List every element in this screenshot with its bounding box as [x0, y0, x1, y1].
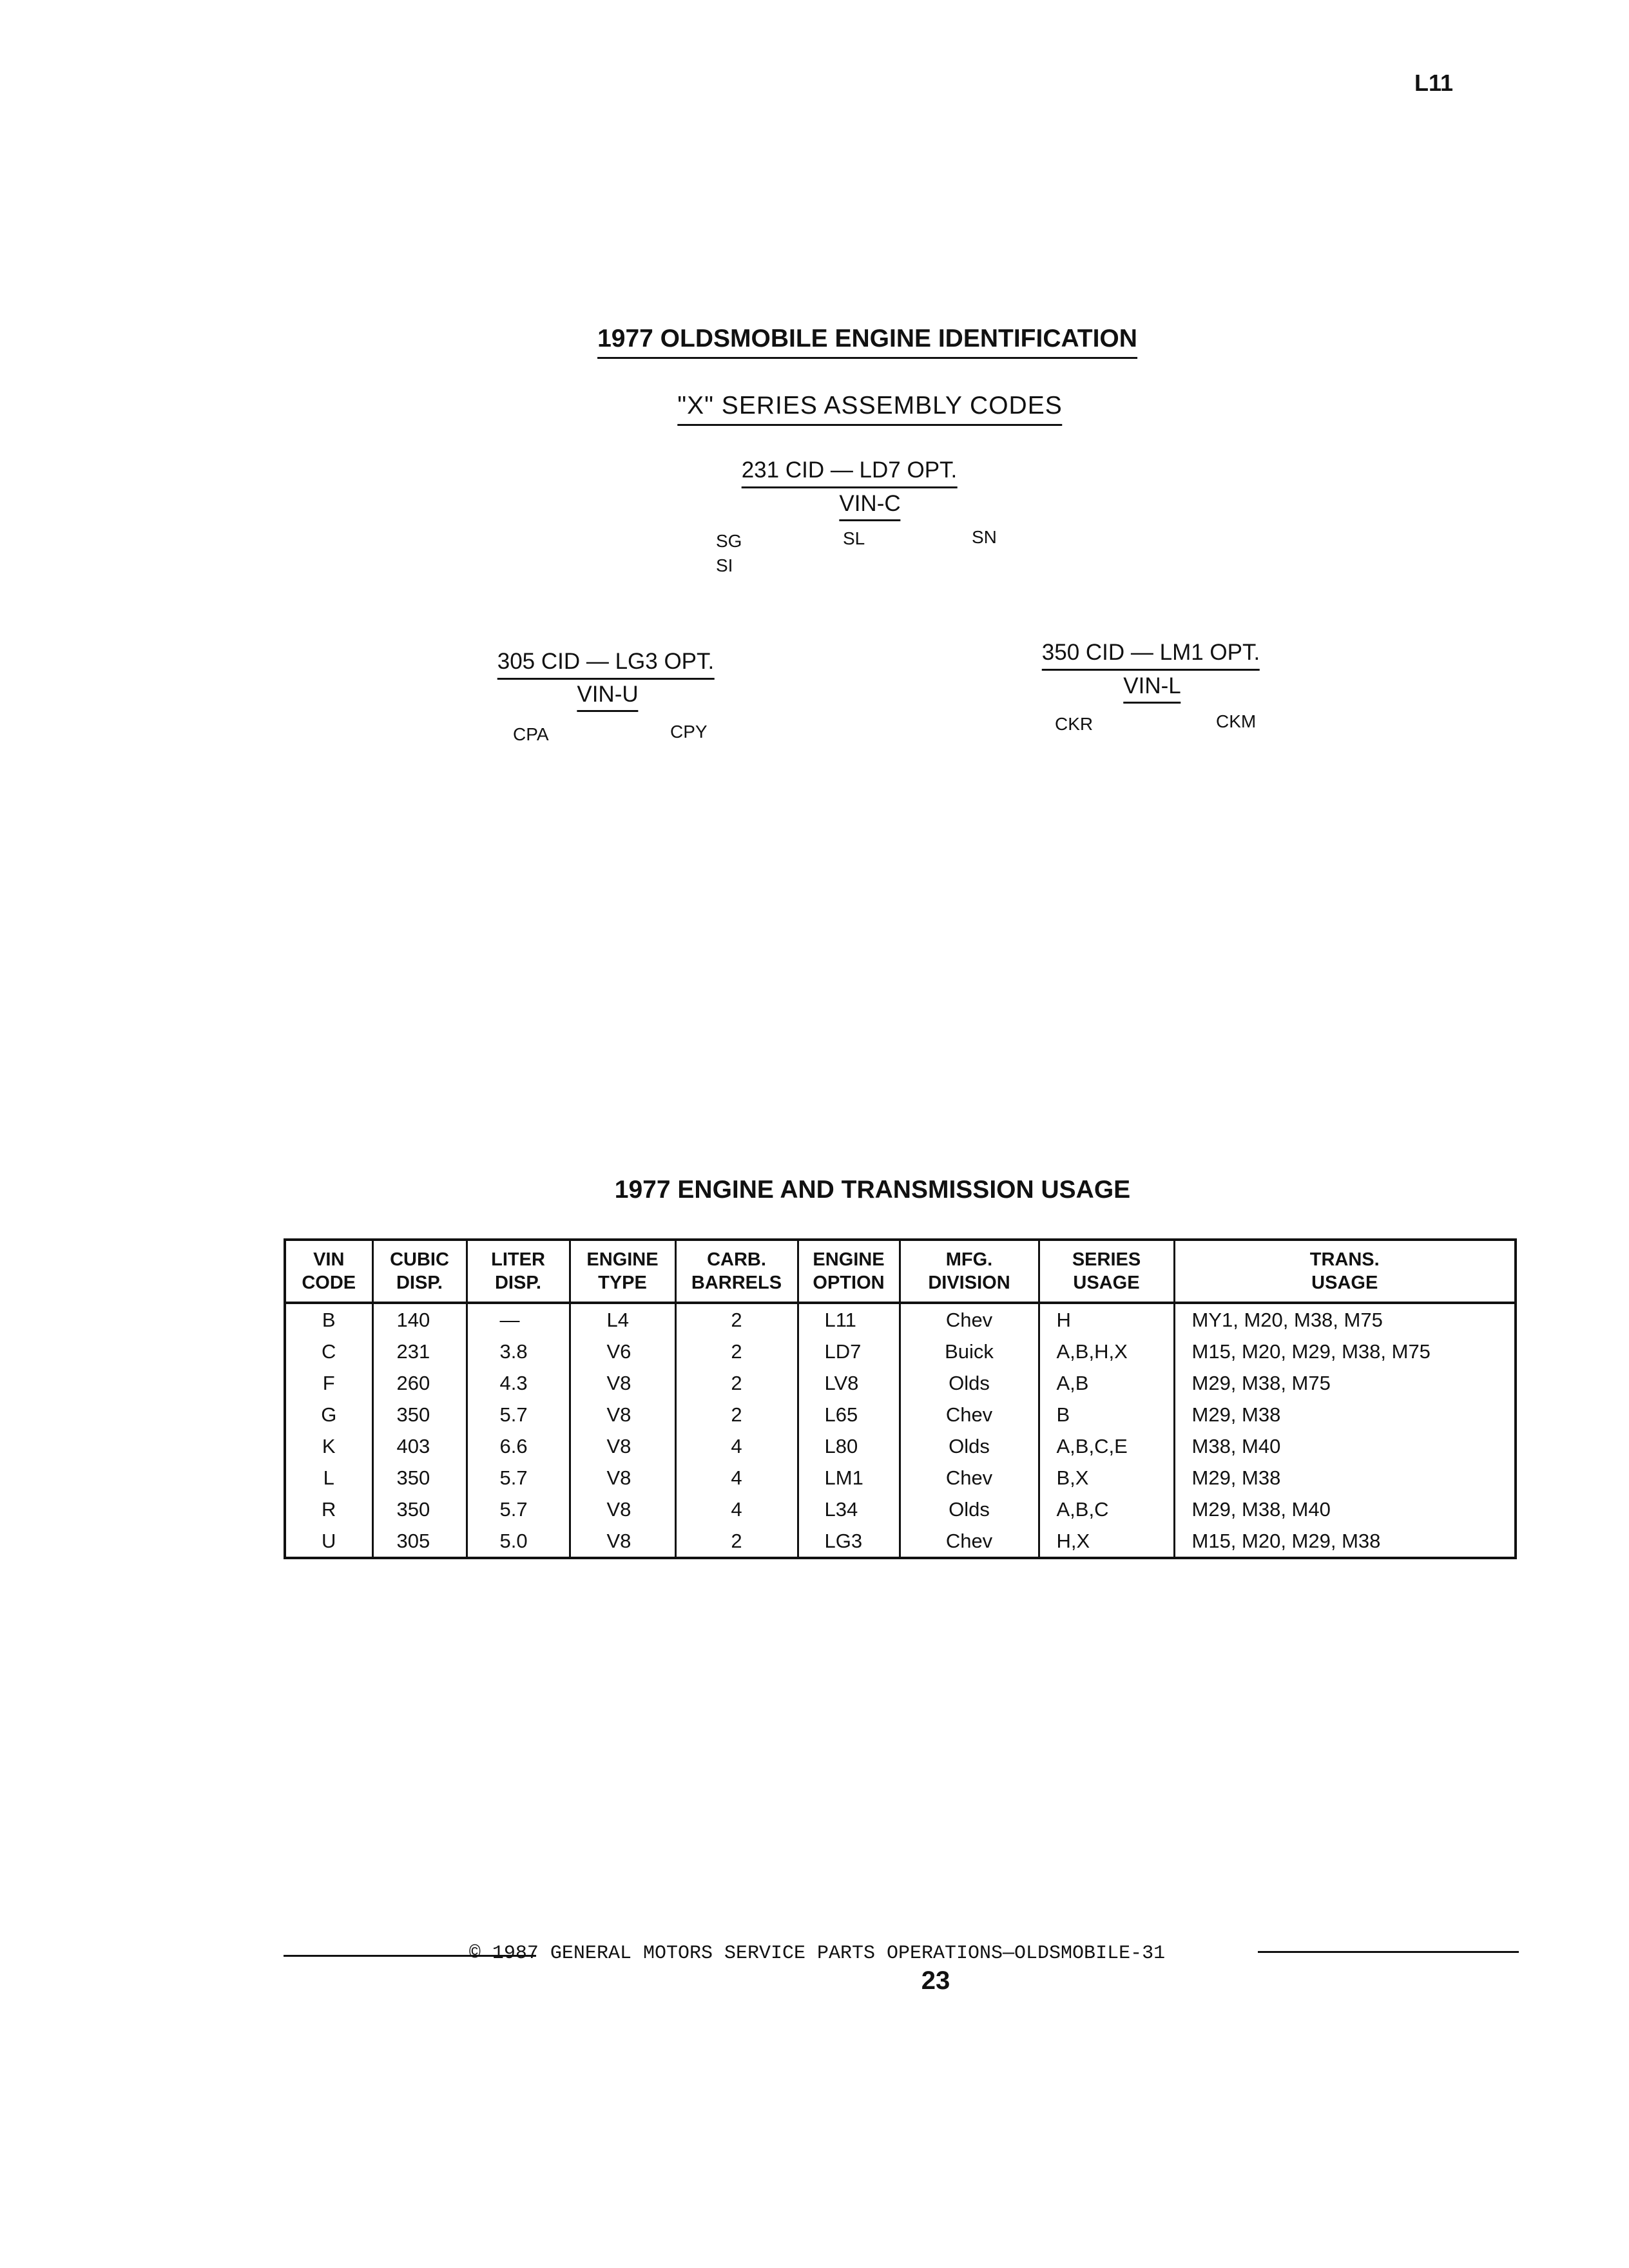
cell-vin-code: B	[285, 1303, 372, 1336]
cell-carb-barrels: 2	[675, 1303, 798, 1336]
cell-trans-usage: M38, M40	[1174, 1430, 1516, 1462]
footer-copyright: © 1987 GENERAL MOTORS SERVICE PARTS OPERATIONS—OLDSMOBILE-31	[468, 1943, 1166, 1965]
group-305-heading: 305 CID — LG3 OPT.	[497, 649, 715, 680]
table-header-row	[285, 1240, 1516, 1303]
cell-engine-type: V8	[570, 1367, 675, 1399]
cell-liter-disp: 4.3	[467, 1367, 570, 1399]
cell-trans-usage: M29, M38, M75	[1174, 1367, 1516, 1399]
cell-vin-code: U	[285, 1525, 372, 1558]
header-engine-type: ENGINE TYPE	[570, 1240, 675, 1303]
cell-cubic-disp: 350	[372, 1494, 467, 1525]
cell-series-usage: H	[1039, 1303, 1174, 1336]
cell-engine-option: L34	[798, 1494, 900, 1525]
header-series-usage: SERIES USAGE	[1039, 1240, 1174, 1303]
cell-liter-disp: 5.7	[467, 1462, 570, 1494]
group-350-vin: VIN-L	[1123, 673, 1181, 704]
cell-mfg-division: Olds	[900, 1367, 1039, 1399]
cell-engine-option: L65	[798, 1399, 900, 1430]
group-305-code: CPA	[513, 724, 549, 744]
cell-mfg-division: Olds	[900, 1430, 1039, 1462]
cell-vin-code: R	[285, 1494, 372, 1525]
group-305-vin: VIN-U	[577, 682, 638, 712]
cell-vin-code: G	[285, 1399, 372, 1430]
engine-transmission-table	[284, 1238, 1517, 1559]
cell-liter-disp: 6.6	[467, 1430, 570, 1462]
cell-series-usage: H,X	[1039, 1525, 1174, 1558]
cell-mfg-division: Chev	[900, 1399, 1039, 1430]
cell-carb-barrels: 2	[675, 1367, 798, 1399]
cell-engine-type: V8	[570, 1462, 675, 1494]
cell-cubic-disp: 350	[372, 1399, 467, 1430]
series-title: "X" SERIES ASSEMBLY CODES	[677, 392, 1062, 426]
group-350-code: CKM	[1216, 711, 1257, 731]
group-231-code: SG	[716, 531, 742, 551]
cell-series-usage: A,B,H,X	[1039, 1336, 1174, 1367]
cell-vin-code: F	[285, 1367, 372, 1399]
cell-engine-type: V8	[570, 1399, 675, 1430]
table-row	[285, 1336, 1516, 1367]
cell-series-usage: A,B	[1039, 1367, 1174, 1399]
cell-mfg-division: Chev	[900, 1303, 1039, 1336]
cell-cubic-disp: 350	[372, 1462, 467, 1494]
cell-series-usage: A,B,C	[1039, 1494, 1174, 1525]
cell-engine-type: V6	[570, 1336, 675, 1367]
table-row	[285, 1494, 1516, 1525]
header-cubic-disp: CUBIC DISP.	[372, 1240, 467, 1303]
table-row	[285, 1430, 1516, 1462]
cell-trans-usage: M29, M38, M40	[1174, 1494, 1516, 1525]
cell-carb-barrels: 4	[675, 1462, 798, 1494]
cell-cubic-disp: 403	[372, 1430, 467, 1462]
cell-engine-option: LV8	[798, 1367, 900, 1399]
cell-series-usage: B	[1039, 1399, 1174, 1430]
group-231-heading: 231 CID — LD7 OPT.	[742, 457, 958, 488]
table-row	[285, 1525, 1516, 1558]
cell-engine-option: LM1	[798, 1462, 900, 1494]
group-350-code: CKR	[1055, 714, 1094, 734]
cell-engine-option: L11	[798, 1303, 900, 1336]
table-row	[285, 1462, 1516, 1494]
cell-mfg-division: Chev	[900, 1525, 1039, 1558]
header-vin-code: VIN CODE	[285, 1240, 372, 1303]
group-231-code: SN	[972, 527, 997, 547]
group-231-vin: VIN-C	[839, 491, 900, 521]
header-trans-usage: TRANS. USAGE	[1174, 1240, 1516, 1303]
group-231-code: SL	[843, 528, 865, 548]
cell-trans-usage: M15, M20, M29, M38, M75	[1174, 1336, 1516, 1367]
cell-liter-disp: 5.7	[467, 1399, 570, 1430]
header-mfg-division: MFG. DIVISION	[900, 1240, 1039, 1303]
cell-engine-type: V8	[570, 1525, 675, 1558]
cell-engine-type: L4	[570, 1303, 675, 1336]
group-305-code: CPY	[670, 722, 708, 742]
header-engine-option: ENGINE OPTION	[798, 1240, 900, 1303]
cell-liter-disp: 3.8	[467, 1336, 570, 1367]
page-title: 1977 OLDSMOBILE ENGINE IDENTIFICATION	[597, 325, 1137, 359]
table-row	[285, 1399, 1516, 1430]
cell-engine-option: LD7	[798, 1336, 900, 1367]
footer-rule-right	[1258, 1951, 1519, 1953]
table-row	[285, 1367, 1516, 1399]
cell-trans-usage: MY1, M20, M38, M75	[1174, 1303, 1516, 1336]
cell-cubic-disp: 140	[372, 1303, 467, 1336]
group-231-code: SI	[716, 555, 733, 575]
cell-trans-usage: M15, M20, M29, M38	[1174, 1525, 1516, 1558]
cell-carb-barrels: 2	[675, 1399, 798, 1430]
cell-engine-type: V8	[570, 1494, 675, 1525]
cell-mfg-division: Chev	[900, 1462, 1039, 1494]
cell-mfg-division: Buick	[900, 1336, 1039, 1367]
cell-carb-barrels: 2	[675, 1336, 798, 1367]
table-title: 1977 ENGINE AND TRANSMISSION USAGE	[614, 1176, 1131, 1204]
cell-engine-option: LG3	[798, 1525, 900, 1558]
cell-trans-usage: M29, M38	[1174, 1462, 1516, 1494]
cell-cubic-disp: 305	[372, 1525, 467, 1558]
group-350-heading: 350 CID — LM1 OPT.	[1042, 640, 1260, 671]
cell-series-usage: B,X	[1039, 1462, 1174, 1494]
cell-carb-barrels: 4	[675, 1494, 798, 1525]
cell-liter-disp: 5.7	[467, 1494, 570, 1525]
header-liter-disp: LITER DISP.	[467, 1240, 570, 1303]
cell-trans-usage: M29, M38	[1174, 1399, 1516, 1430]
page-code: L11	[1414, 70, 1454, 96]
cell-vin-code: L	[285, 1462, 372, 1494]
page-number: 23	[921, 1966, 950, 1995]
cell-series-usage: A,B,C,E	[1039, 1430, 1174, 1462]
table-row	[285, 1303, 1516, 1336]
cell-vin-code: K	[285, 1430, 372, 1462]
cell-liter-disp: —	[467, 1303, 570, 1336]
header-carb-barrels: CARB. BARRELS	[675, 1240, 798, 1303]
cell-cubic-disp: 231	[372, 1336, 467, 1367]
cell-carb-barrels: 2	[675, 1525, 798, 1558]
cell-mfg-division: Olds	[900, 1494, 1039, 1525]
cell-liter-disp: 5.0	[467, 1525, 570, 1558]
cell-cubic-disp: 260	[372, 1367, 467, 1399]
cell-engine-type: V8	[570, 1430, 675, 1462]
cell-carb-barrels: 4	[675, 1430, 798, 1462]
cell-engine-option: L80	[798, 1430, 900, 1462]
cell-vin-code: C	[285, 1336, 372, 1367]
